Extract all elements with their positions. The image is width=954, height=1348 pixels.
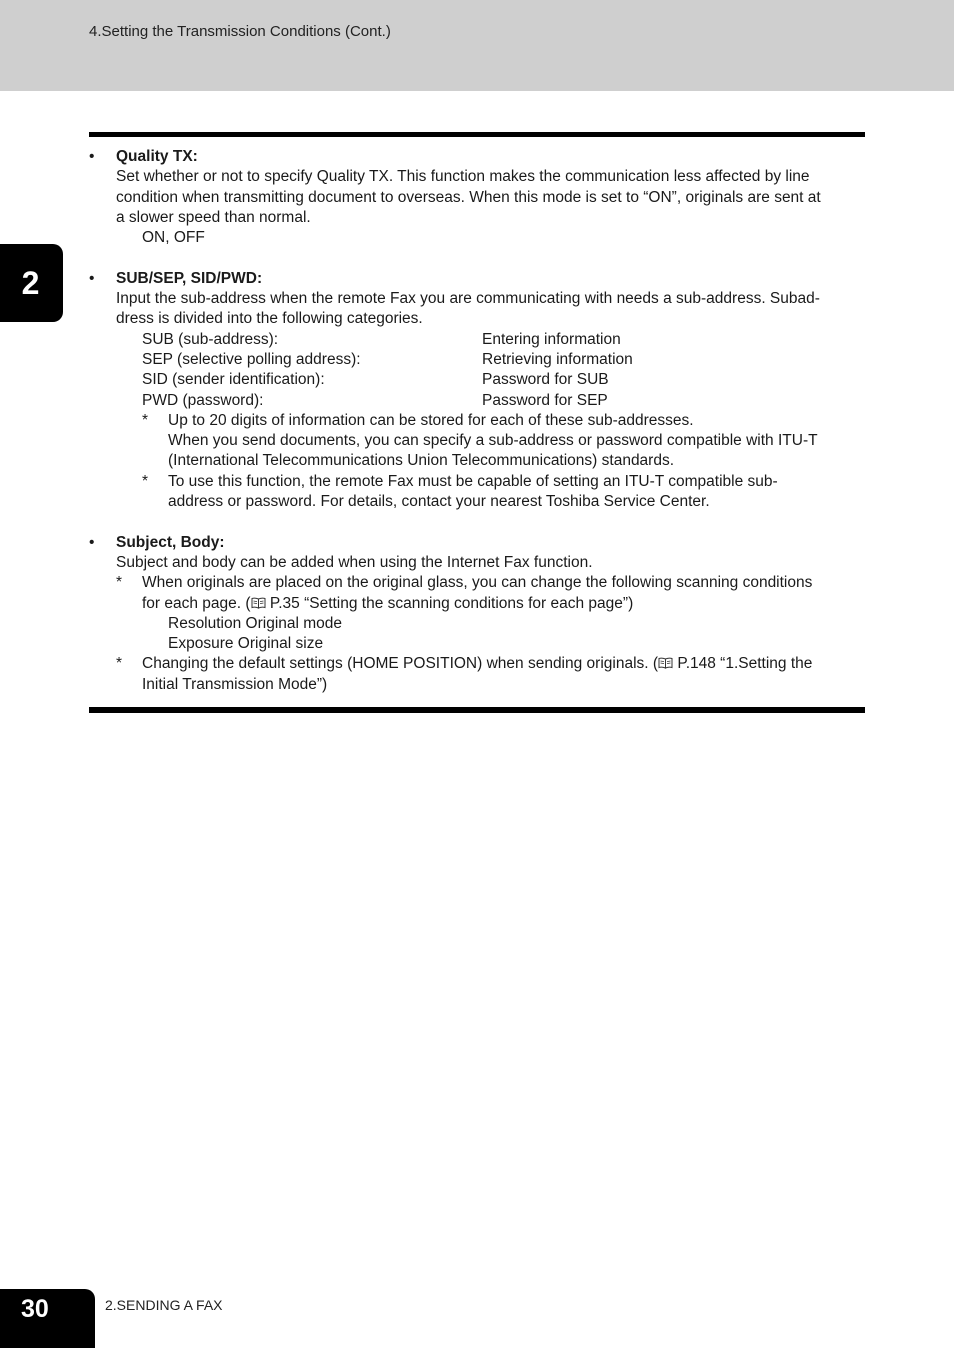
note-line: When you send documents, you can specify a sub-address or password compatible with ITU-T [168,432,818,450]
note-text: Changing the default settings (HOME POSITION) when sending originals. ( [142,655,659,673]
content-body [89,147,869,695]
section-subject-body [89,533,869,695]
category-desc: Password for SUB [482,371,609,389]
category-name: SID (sender identification): [142,371,325,389]
book-icon [658,657,673,669]
category-name: SUB (sub-address): [142,330,279,348]
top-rule [89,132,865,137]
note-line: address or password. For details, contact your nearest Toshiba Service Center. [168,493,710,511]
section-title: Quality TX: [116,148,198,165]
bullet: • [89,269,95,287]
description-line: condition when transmitting document to overseas. When this mode is set to “ON”, originals are sent at [116,188,821,206]
note-line [142,594,869,614]
note [142,472,869,513]
category-name: SEP (selective polling address): [142,350,361,368]
note-line: To use this function, the remote Fax must be capable of setting an ITU-T compatible sub- [168,472,778,490]
page-reference[interactable]: P.148 “1.Setting the [673,655,813,673]
section-title: SUB/SEP, SID/PWD: [116,269,263,287]
category-row [142,330,869,350]
header-title: 4.Setting the Transmission Conditions (Cont.) [89,23,391,40]
category-desc: Password for SEP [482,391,608,409]
note-line [142,654,869,674]
bottom-rule [89,707,865,713]
note-mark: * [142,472,149,490]
note [142,411,869,472]
note-text: for each page. ( [142,594,251,612]
book-icon [251,597,266,609]
note-mark: * [116,655,123,673]
category-table [116,330,869,513]
description-line: a slower speed than normal. [116,208,311,226]
section-title: Subject, Body: [116,533,225,551]
description-line: Set whether or not to specify Quality TX. This function makes the communication less affected by line [116,168,810,186]
description-line: Subject and body can be added when using the Internet Fax function. [116,553,593,571]
chapter-tab [0,244,63,322]
page-number: 30 [21,1295,49,1323]
bullet: • [89,148,95,165]
note-line: Initial Transmission Mode”) [142,675,328,693]
section-sub-sep-sid-pwd [89,269,869,513]
category-row [142,370,869,390]
section-quality-tx [89,147,869,248]
page-header [0,0,954,91]
page-number-tab [0,1289,95,1348]
chapter-number: 2 [21,264,40,301]
category-row [142,391,869,411]
note [116,573,869,654]
category-desc: Retrieving information [482,350,633,368]
bullet: • [89,533,95,551]
note [116,654,869,695]
note-line: (International Telecommunications Union Telecommunications) standards. [168,452,675,470]
footer-section-title: 2.SENDING A FAX [105,1297,223,1313]
category-desc: Entering information [482,330,621,348]
category-name: PWD (password): [142,391,264,409]
note-line: When originals are placed on the original glass, you can change the following scanning conditions [142,574,813,592]
page-reference[interactable]: P.35 “Setting the scanning conditions for each page”) [265,594,634,612]
note-sub-line: Exposure Original size [168,635,324,653]
note-line: Up to 20 digits of information can be stored for each of these sub-addresses. [168,411,694,429]
note-mark: * [142,411,149,429]
category-row [142,350,869,370]
note-mark: * [116,574,123,592]
note-sub-line: Resolution Original mode [168,614,343,632]
description-line: dress is divided into the following categories. [116,310,423,328]
options-text: ON, OFF [142,229,205,247]
description-line: Input the sub-address when the remote Fax you are communicating with needs a sub-address. Subad- [116,290,820,308]
